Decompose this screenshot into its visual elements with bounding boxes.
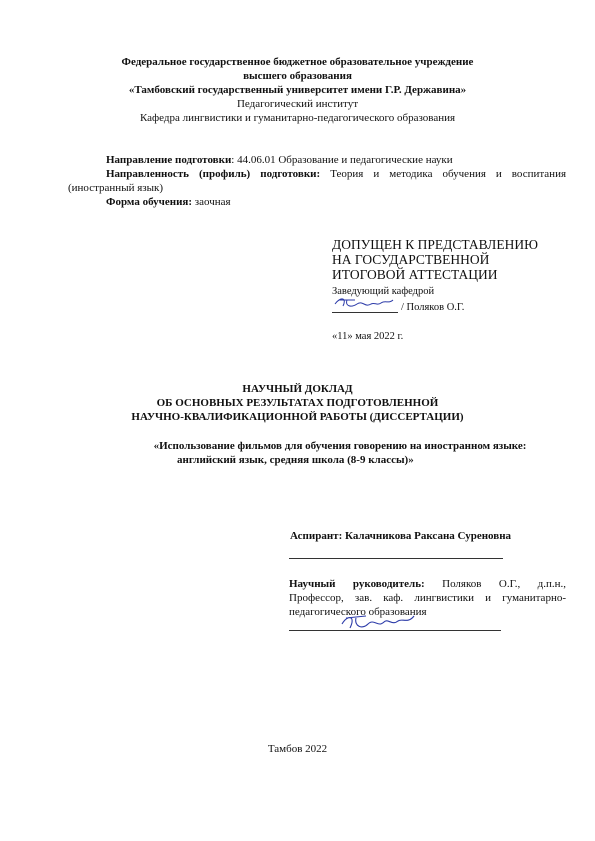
report-title-line-1: НАУЧНЫЙ ДОКЛАД	[242, 383, 353, 395]
form-label: Форма обучения:	[106, 196, 193, 208]
university-name: «Тамбовский государственный университет имени Г.Р. Державина»	[128, 84, 467, 96]
approval-line-3: ИТОГОВОЙ АТТЕСТАЦИИ	[332, 267, 498, 282]
topic-line-2: английский язык, средняя школа (8-9 классы)»	[177, 454, 414, 466]
report-title-line-3: НАУЧНО-КВАЛИФИКАЦИОННОЙ РАБОТЫ (ДИССЕРТАЦИИ)	[131, 411, 464, 423]
direction-label: Направление подготовки	[106, 154, 232, 166]
advisor-label: Научный руководитель:	[289, 578, 425, 590]
profile-value: Теория и методика обучения и воспитания	[330, 168, 567, 180]
department-name: Кафедра лингвистики и гуманитарно-педагогического образования	[139, 112, 456, 124]
form-value: заочная	[192, 196, 231, 208]
approval-line-1: ДОПУЩЕН К ПРЕДСТАВЛЕНИЮ	[332, 237, 538, 252]
student-line	[290, 530, 511, 543]
advisor-line-1	[289, 578, 566, 591]
advisor-line-2: Профессор, зав. каф. лингвистики и гуманитарно-	[289, 592, 566, 604]
profile-line	[106, 168, 566, 181]
head-of-department-name: / Поляков О.Г.	[401, 302, 465, 313]
report-title-line-2: ОБ ОСНОВНЫХ РЕЗУЛЬТАТАХ ПОДГОТОВЛЕННОЙ	[156, 397, 439, 409]
topic-line-1: «Использование фильмов для обучения говорению на иностранном языке:	[153, 440, 527, 452]
student-signature-line	[289, 558, 503, 559]
approval-date: «11» мая 2022 г.	[332, 331, 404, 342]
profile-value-continued: (иностранный язык)	[68, 182, 164, 194]
head-of-department-label: Заведующий кафедрой	[332, 286, 435, 297]
head-signature	[333, 294, 395, 314]
direction-line	[106, 154, 576, 167]
advisor-name: Поляков О.Г., д.п.н.,	[442, 578, 567, 590]
student-name: Калачникова Раксана Суреновна	[345, 530, 512, 542]
city-year: Тамбов 2022	[267, 743, 328, 755]
form-line	[106, 196, 231, 209]
education-level: высшего образования	[243, 70, 352, 82]
advisor-line-3: педагогического образования	[289, 606, 427, 618]
student-label: Аспирант:	[290, 530, 345, 542]
advisor-signature	[338, 610, 418, 636]
direction-value: : 44.06.01 Образование и педагогические науки	[231, 154, 453, 166]
institute-name: Педагогический институт	[236, 98, 359, 110]
advisor-signature-line	[289, 630, 501, 631]
profile-label: Направленность (профиль) подготовки:	[106, 168, 321, 180]
institution-type: Федеральное государственное бюджетное образовательное учреждение	[121, 56, 474, 68]
approval-line-2: НА ГОСУДАРСТВЕННОЙ	[332, 252, 490, 267]
